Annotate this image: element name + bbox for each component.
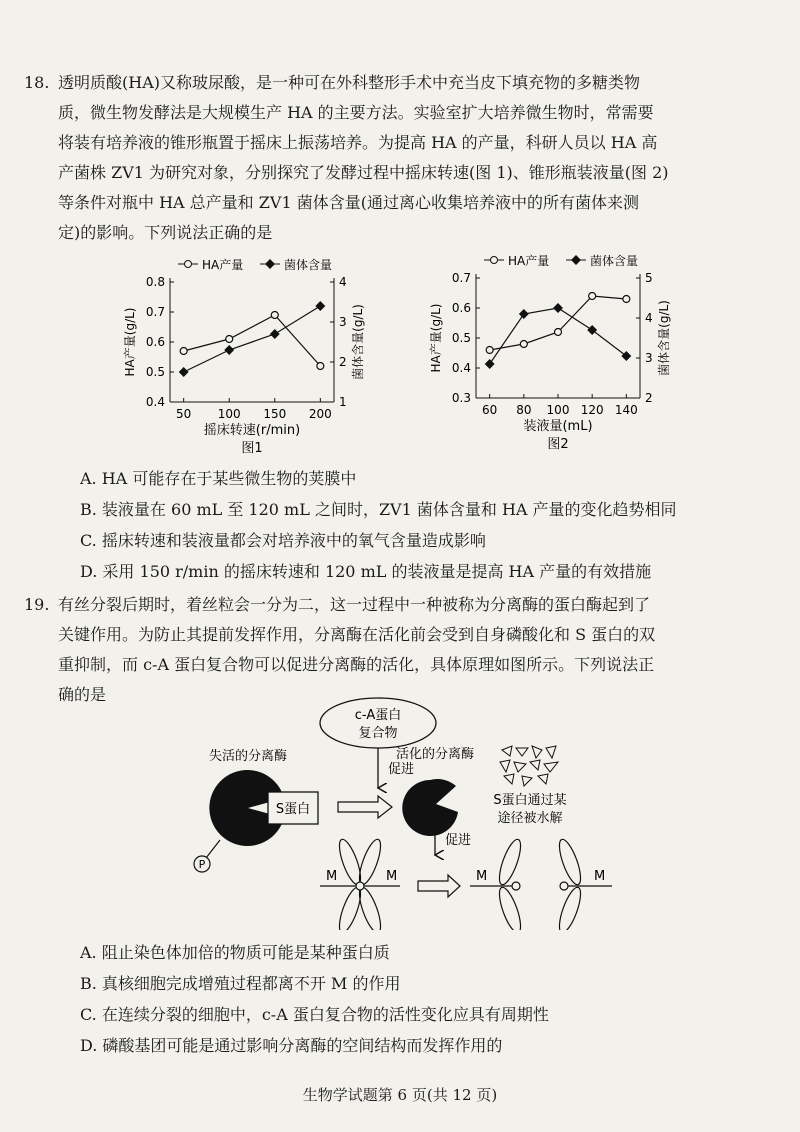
question-number: 19.	[24, 595, 50, 614]
active-separase-shape	[402, 779, 458, 836]
ha-data-point	[226, 336, 233, 343]
option-d: D. 磷酸基团可能是通过影响分离酶的空间结构而发挥作用的	[80, 1036, 503, 1055]
cell-data-point	[179, 367, 189, 377]
cell-data-point	[587, 325, 597, 335]
hydrolyzed-label-1: S蛋白通过某	[493, 793, 567, 808]
ha-data-point	[486, 347, 493, 354]
question-text-line: 重抑制，而 c-A 蛋白复合物可以促进分离酶的活化，具体原理如图所示。下列说法正	[58, 655, 655, 674]
option-a: A. 阻止染色体加倍的物质可能是某种蛋白质	[80, 943, 390, 962]
y-tick-label: 0.7	[451, 271, 471, 285]
legend-ha-label: HA产量	[508, 254, 550, 268]
hydrolyzed-label-2: 途径被水解	[497, 811, 563, 826]
option-b: B. 装液量在 60 mL 至 120 mL 之间时，ZV1 菌体含量和 HA 产量的变化趋势相同	[80, 500, 677, 519]
x-tick-label: 120	[580, 403, 604, 417]
y2-axis-label: 菌体含量(g/L)	[657, 300, 671, 376]
y-tick-label: 0.5	[451, 331, 471, 345]
y-tick-label: 0.8	[145, 275, 165, 289]
m-label: M	[594, 869, 606, 884]
question-number: 18.	[24, 73, 50, 92]
x-axis-label: 装液量(mL)	[523, 419, 593, 434]
legend-cell-marker	[571, 255, 581, 265]
complex-label-1: c-A蛋白	[354, 708, 402, 723]
ha-data-point	[555, 329, 562, 336]
m-label: M	[476, 869, 488, 884]
y2-tick-label: 1	[339, 395, 347, 409]
activation-arrow	[338, 796, 392, 818]
x-tick-label: 100	[546, 403, 570, 417]
x-tick-label: 200	[308, 407, 332, 421]
legend-ha-label: HA产量	[202, 258, 244, 272]
y-tick-label: 0.7	[145, 305, 165, 319]
chart-title: 图1	[241, 441, 263, 456]
x-tick-label: 150	[263, 407, 287, 421]
m-label: M	[386, 869, 398, 884]
series-cell-line	[184, 306, 321, 372]
y-tick-label: 0.4	[451, 361, 471, 375]
ha-data-point	[623, 296, 630, 303]
cell-data-point	[553, 303, 563, 313]
y2-tick-label: 4	[339, 275, 347, 289]
inactive-separase-label: 失活的分离酶	[208, 749, 288, 764]
question-text-line: 有丝分裂后期时，着丝粒会一分为二，这一过程中一种被称为分离酶的蛋白酶起到了	[58, 595, 651, 614]
y-tick-label: 0.6	[451, 301, 471, 315]
question-text-line: 关键作用。为防止其提前发挥作用，分离酶在活化前会受到自身磷酸化和 S 蛋白的双	[58, 625, 656, 644]
option-b: B. 真核细胞完成增殖过程都离不开 M 的作用	[80, 974, 401, 993]
x-axis-label: 摇床转速(r/min)	[203, 423, 301, 438]
y2-axis-label: 菌体含量(g/L)	[351, 304, 365, 380]
y2-tick-label: 4	[645, 311, 653, 325]
ha-data-point	[180, 348, 187, 355]
y-tick-label: 0.3	[451, 391, 471, 405]
legend-cell-marker	[265, 259, 275, 269]
y-tick-label: 0.4	[145, 395, 165, 409]
chart-figure-1	[112, 252, 392, 457]
promote-label-2: 促进	[445, 833, 472, 848]
option-c: C. 在连续分裂的细胞中，c-A 蛋白复合物的活性变化应具有周期性	[80, 1005, 549, 1024]
s-protein-fragments	[500, 746, 558, 786]
s-protein-label: S蛋白	[275, 802, 311, 817]
option-a: A. HA 可能存在于某些微生物的荚膜中	[80, 469, 357, 488]
legend-cell-label: 菌体含量	[284, 258, 333, 272]
cell-data-point	[315, 301, 325, 311]
option-d: D. 采用 150 r/min 的摇床转速和 120 mL 的装液量是提高 HA 产量的有效措施	[80, 562, 652, 581]
x-tick-label: 80	[516, 403, 532, 417]
complex-label-2: 复合物	[358, 726, 398, 741]
cell-data-point	[621, 351, 631, 361]
ha-data-point	[317, 363, 324, 370]
page-footer: 生物学试题第 6 页(共 12 页)	[302, 1086, 498, 1104]
question-text-line: 等条件对瓶中 HA 总产量和 ZV1 菌体含量(通过离心收集培养液中的所有菌体来测	[58, 193, 639, 212]
question-text-line: 将装有培养液的锥形瓶置于摇床上振荡培养。为提高 HA 的产量，科研人员以 HA 高	[58, 133, 658, 152]
x-tick-label: 100	[217, 407, 241, 421]
phosphate-bond	[206, 840, 220, 858]
ha-data-point	[271, 312, 278, 319]
question-text-line: 透明质酸(HA)又称玻尿酸，是一种可在外科整形手术中充当皮下填充物的多糖类物	[58, 73, 640, 92]
phosphate-label: P	[198, 858, 206, 871]
y2-tick-label: 2	[339, 355, 347, 369]
y2-tick-label: 5	[645, 271, 653, 285]
chart-title: 图2	[547, 437, 569, 452]
active-separase-label: 活化的分离酶	[395, 747, 475, 762]
y-axis-label: HA产量(g/L)	[123, 307, 137, 377]
cell-data-point	[270, 329, 280, 339]
question-18	[24, 68, 748, 248]
question-text-line: 产菌株 ZV1 为研究对象，分别探究了发酵过程中摇床转速(图 1)、锥形瓶装液量(图 2)	[58, 163, 669, 182]
cell-data-point	[485, 359, 495, 369]
question-text-line: 确的是	[58, 685, 107, 704]
question-text-line: 质，微生物发酵法是大规模生产 HA 的主要方法。实验室扩大培养微生物时，常需要	[58, 103, 654, 122]
chart-figure-2	[418, 248, 698, 458]
y2-tick-label: 3	[339, 315, 347, 329]
y2-tick-label: 3	[645, 351, 653, 365]
ha-data-point	[589, 293, 596, 300]
legend-cell-label: 菌体含量	[590, 254, 639, 268]
cell-data-point	[224, 345, 234, 355]
x-tick-label: 140	[614, 403, 638, 417]
y-tick-label: 0.5	[145, 365, 165, 379]
cell-data-point	[519, 309, 529, 319]
promote-label-1: 促进	[388, 762, 415, 777]
question-text-line: 定)的影响。下列说法正确的是	[58, 223, 273, 242]
separase-diagram	[160, 690, 620, 930]
legend-ha-marker	[491, 257, 498, 264]
y-axis-label: HA产量(g/L)	[429, 303, 443, 373]
ha-data-point	[520, 341, 527, 348]
x-tick-label: 60	[482, 403, 498, 417]
option-c: C. 摇床转速和装液量都会对培养液中的氧气含量造成影响	[80, 531, 486, 550]
separation-arrow	[418, 875, 460, 897]
m-label: M	[326, 869, 338, 884]
series-ha-line	[184, 315, 321, 366]
x-tick-label: 50	[176, 407, 192, 421]
y2-tick-label: 2	[645, 391, 653, 405]
y-tick-label: 0.6	[145, 335, 165, 349]
legend-ha-marker	[185, 261, 192, 268]
